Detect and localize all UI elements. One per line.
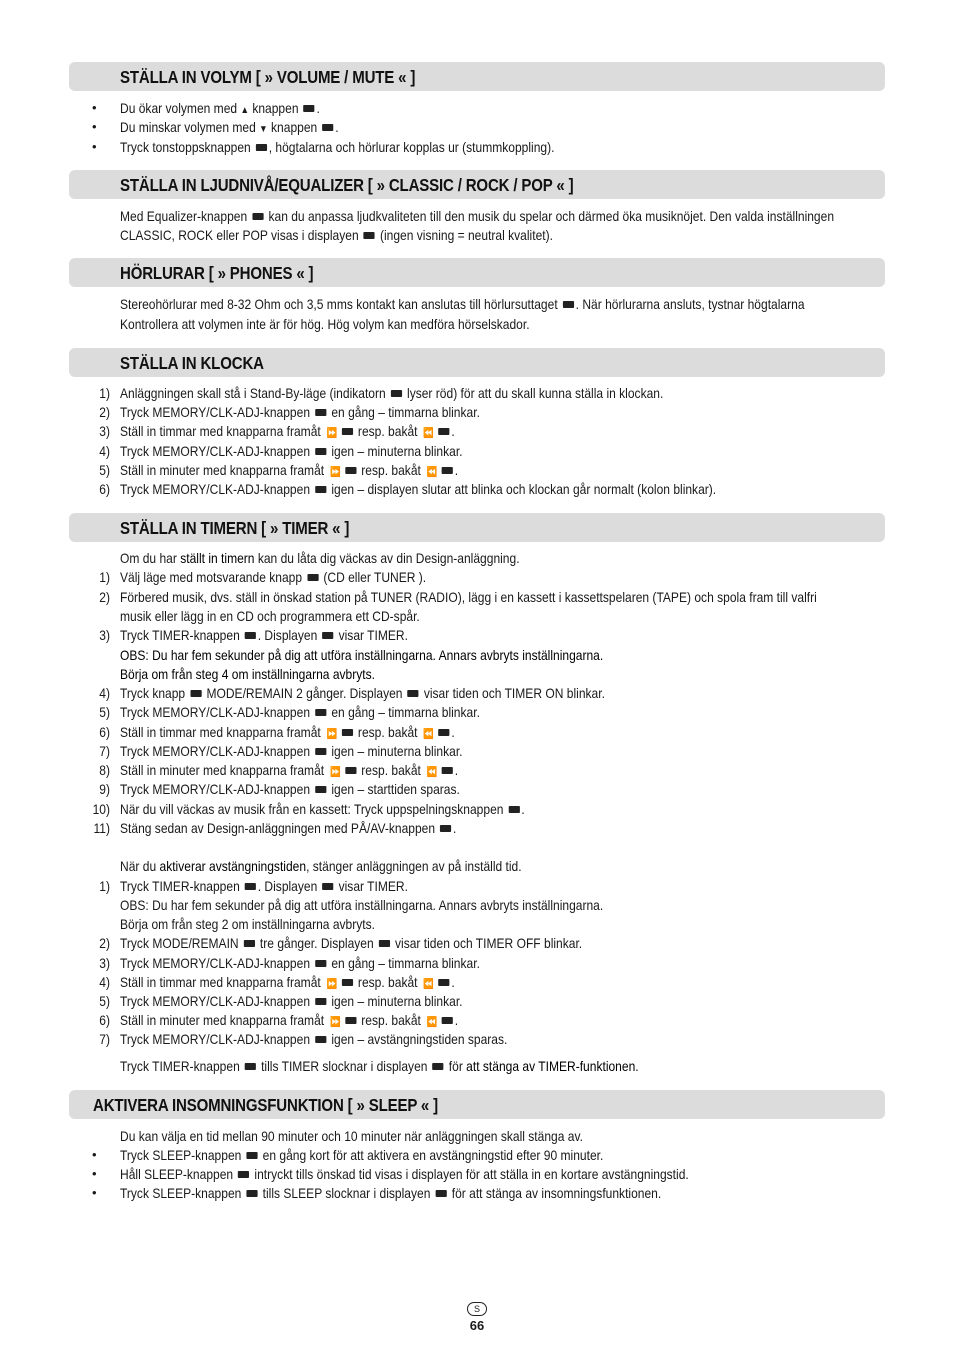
text: Tryck MEMORY/CLK-ADJ-knappen [120,404,314,420]
section-title: STÄLLA IN KLOCKA [120,353,264,373]
indicator-icon [391,390,402,397]
text-line [120,934,582,952]
button-icon [245,1063,256,1070]
text: för att stänga av insomningsfunktionen. [448,1185,662,1201]
button-icon [315,448,326,455]
text: . [454,462,459,478]
forward-icon: ⏩ [330,767,341,778]
text: Tryck MODE/REMAIN [120,935,242,951]
bullet: • [92,139,97,154]
text: Tryck MEMORY/CLK-ADJ-knappen [120,955,314,971]
text: Tryck TIMER-knappen [120,1058,244,1074]
button-icon [246,1190,257,1197]
text-line [120,992,463,1010]
text: resp. bakåt [354,423,421,439]
text: intryckt tills önskad tid visas i displayen för att ställa in en kortare avstängningstid. [251,1166,689,1182]
text: Tryck TIMER-knappen [120,878,244,894]
button-icon [245,632,256,639]
text-line: OBS: Du har fem sekunder på dig att utföra inställningarna. Annars avbryts inställningarna. [120,897,604,913]
text: visar TIMER. [335,878,408,894]
text: Med Equalizer-knappen [120,208,251,224]
text: . [451,724,455,740]
text-line [120,295,805,313]
text: Om du har [120,550,181,566]
text-line [120,761,458,782]
button-icon [442,767,453,774]
text: kan du låta dig väckas av din Design-anläggning. [254,550,520,566]
button-icon [322,124,333,131]
text-line [120,877,408,895]
button-icon [315,998,326,1005]
text-line [120,703,480,721]
button-icon [256,144,267,151]
text-line [120,857,522,875]
text: visar TIMER. [335,627,408,643]
button-icon [307,574,318,581]
step-number: 10) [92,801,110,817]
bullet: • [92,1147,97,1162]
text: resp. bakåt [354,724,421,740]
step-number: 9) [99,781,110,797]
rewind-icon: ⏪ [426,1017,438,1028]
text: tre gånger. Displayen [256,935,378,951]
down-arrow-icon: ▼ [259,124,268,135]
text-line [120,118,339,139]
text-line [120,780,460,798]
step-number: 6) [99,1012,110,1028]
text: visar tiden och TIMER OFF blinkar. [391,935,583,951]
text: knappen [267,119,321,135]
text: . [454,1012,459,1028]
button-icon [246,1152,257,1159]
step-number: 3) [99,423,110,439]
text: Tryck SLEEP-knappen [120,1147,245,1163]
button-icon [252,213,263,220]
text: Tryck TIMER-knappen [120,627,244,643]
text: Stäng sedan av Design-anläggningen med PÅ/AV-knappen [120,820,439,836]
forward-icon: ⏩ [330,467,341,478]
page-number: 66 [469,1318,485,1333]
text: resp. bakåt [357,462,425,478]
section-header-equalizer [69,170,885,199]
rewind-icon: ⏪ [423,428,435,439]
button-icon [315,748,326,755]
text: Välj läge med motsvarande knapp [120,569,306,585]
text: igen – minuterna blinkar. [327,743,463,759]
text: att stänga av TIMER-funktionen [466,1058,636,1074]
display-icon [435,1190,446,1197]
step-number: 5) [99,993,110,1009]
text: igen – minuterna blinkar. [327,443,463,459]
text: tills SLEEP slocknar i displayen [259,1185,434,1201]
text: När du [120,858,160,874]
text: Håll SLEEP-knappen [120,1166,237,1182]
text: . [335,119,339,135]
section-title: AKTIVERA INSOMNINGSFUNKTION [ » SLEEP « ] [93,1095,438,1115]
text: Du minskar volymen med [120,119,260,135]
text: Tryck MEMORY/CLK-ADJ-knappen [120,743,314,759]
text: ställt in timern [180,550,255,566]
forward-icon: ⏩ [326,729,338,740]
forward-icon: ⏩ [330,1017,341,1028]
text: igen – starttiden sparas. [327,781,460,797]
text: Tryck SLEEP-knappen [120,1185,245,1201]
text: Tryck MEMORY/CLK-ADJ-knappen [120,704,314,720]
button-icon [315,786,326,793]
text: en gång – timmarna blinkar. [327,955,480,971]
rewind-icon: ⏪ [426,767,438,778]
text-line [120,1184,661,1202]
bullet: • [92,100,97,115]
step-number: 3) [99,955,110,971]
play-button-icon [509,806,520,813]
text: Ställ in timmar med knapparna framåt [120,724,325,740]
text: igen – avstängningstiden sparas. [327,1031,508,1047]
text: igen – minuterna blinkar. [327,993,463,1009]
text-line [120,1011,458,1032]
forward-icon: ⏩ [326,979,338,990]
text: lyser röd) för att du skall kunna ställa in klockan. [403,385,664,401]
display-icon [433,1063,444,1070]
step-number: 2) [99,404,110,420]
rewind-icon: ⏪ [423,979,435,990]
text-line [120,422,455,443]
text-line [120,723,455,744]
section-title: STÄLLA IN TIMERN [ » TIMER « ] [120,518,350,538]
text-line [120,819,456,837]
step-number: 6) [99,481,110,497]
button-icon [442,467,453,474]
text-line [120,1030,507,1048]
text: Tryck tonstoppsknappen [120,139,255,155]
text: Anläggningen skall stå i Stand-By-läge (indikatorn [120,385,390,401]
power-button-icon [440,825,451,832]
text: Tryck MEMORY/CLK-ADJ-knappen [120,993,314,1009]
forward-icon: ⏩ [326,428,338,439]
text-line [120,480,716,498]
text: , högtalarna och hörlurar kopplas ur (stummkoppling). [268,139,555,155]
button-icon [345,467,356,474]
step-number: 5) [99,462,110,478]
text: aktiverar avstängningstiden [159,858,307,874]
text-line [120,403,480,421]
text: igen – displayen slutar att blinka och klockan går normalt (kolon blinkar). [327,481,717,497]
text-line [120,568,426,586]
language-badge: S [467,1302,487,1316]
text-line [120,549,520,567]
text-line: Börja om från steg 2 om inställningarna avbryts. [120,916,375,932]
button-icon [438,428,449,435]
text: Ställ in timmar med knapparna framåt [120,974,325,990]
text: Tryck MEMORY/CLK-ADJ-knappen [120,781,314,797]
text-line [120,442,463,460]
section-header-clock [69,348,885,377]
rewind-icon: ⏪ [426,467,438,478]
button-icon [304,105,315,112]
display-icon [364,232,375,239]
text: . Displayen [257,627,321,643]
text: CLASSIC, ROCK eller POP visas i displayen [120,227,363,243]
button-icon [315,486,326,493]
text: (ingen visning = neutral kvalitet). [376,227,553,243]
text: . Displayen [257,878,321,894]
button-icon [438,729,449,736]
button-icon [238,1171,249,1178]
text: resp. bakåt [354,974,421,990]
button-icon [442,1017,453,1024]
text-line [120,207,834,225]
text: en gång – timmarna blinkar. [327,704,480,720]
text: . [451,974,455,990]
text: Stereohörlurar med 8-32 Ohm och 3,5 mms kontakt kan anslutas till hörlursuttaget [120,296,562,312]
section-header-phones [69,258,885,287]
text-line: Förbered musik, dvs. ställ in önskad station på TUNER (RADIO), lägg i en kassett i kassettspelaren (TAPE) och spola fram till valfri [120,589,817,605]
step-number: 1) [99,878,110,894]
text: . [454,762,459,778]
button-icon [190,690,201,697]
text: Tryck knapp [120,685,189,701]
text-line [120,800,525,818]
step-number: 8) [99,762,110,778]
step-number: 4) [99,443,110,459]
step-number: 5) [99,704,110,720]
text-line [120,973,455,994]
section-title: STÄLLA IN VOLYM [ » VOLUME / MUTE « ] [120,67,416,87]
section-header-timer [69,513,885,542]
text-line: Börja om från steg 4 om inställningarna avbryts. [120,666,375,682]
button-icon [315,960,326,967]
rewind-icon: ⏪ [423,729,435,740]
text: tills TIMER slocknar i displayen [257,1058,431,1074]
bullet: • [92,1166,97,1181]
text: När du vill väckas av musik från en kassett: Tryck uppspelningsknappen [120,801,507,817]
text: Tryck MEMORY/CLK-ADJ-knappen [120,481,314,497]
button-icon [244,940,255,947]
button-icon [342,428,353,435]
text-line [120,226,553,244]
text: resp. bakåt [357,762,425,778]
step-number: 4) [99,685,110,701]
step-number: 2) [99,935,110,951]
bullet: • [92,119,97,134]
text: resp. bakåt [357,1012,425,1028]
display-icon [408,690,419,697]
text: Ställ in minuter med knapparna framåt [120,462,328,478]
text: . [521,801,525,817]
text: en gång kort för att aktivera en avstängningstid efter 90 minuter. [259,1147,604,1163]
button-icon [315,1036,326,1043]
text: Du ökar volymen med [120,100,241,116]
text: visar tiden och TIMER ON blinkar. [420,685,605,701]
text-line: musik eller lägg in en CD och programmera ett CD-spår. [120,608,420,624]
step-number: 1) [99,385,110,401]
text: MODE/REMAIN 2 gånger. Displayen [203,685,406,701]
text: Ställ in minuter med knapparna framåt [120,1012,328,1028]
text-line [120,99,320,120]
step-number: 2) [99,589,110,605]
step-number: 1) [99,569,110,585]
step-number: 11) [93,820,110,836]
text: Tryck MEMORY/CLK-ADJ-knappen [120,443,314,459]
display-icon [379,940,390,947]
section-header-sleep [69,1090,885,1119]
step-number: 7) [99,743,110,759]
text: en gång – timmarna blinkar. [327,404,480,420]
button-icon [345,1017,356,1024]
text: kan du anpassa ljudkvaliteten till den musik du spelar och därmed öka musiknöjet. Den valda inställningen [265,208,835,224]
button-icon [342,729,353,736]
text-line [120,1057,639,1075]
text-line [120,626,408,644]
text-line [120,1165,689,1183]
button-icon [438,979,449,986]
text-line [120,384,663,402]
button-icon [315,709,326,716]
display-icon [322,883,333,890]
button-icon [342,979,353,986]
text: . [453,820,457,836]
text: Tryck MEMORY/CLK-ADJ-knappen [120,1031,314,1047]
step-number: 3) [99,627,110,643]
text: , stänger anläggningen av på inställd tid. [306,858,522,874]
text: . [635,1058,639,1074]
text-line [120,954,480,972]
step-number: 4) [99,974,110,990]
text: (CD eller TUNER ). [320,569,427,585]
text: Ställ in timmar med knapparna framåt [120,423,325,439]
text: Ställ in minuter med knapparna framåt [120,762,328,778]
text-line [120,1146,603,1164]
step-number: 6) [99,724,110,740]
text: . [316,100,320,116]
section-title: STÄLLA IN LJUDNIVÅ/EQUALIZER [ » CLASSIC / ROCK / POP « ] [120,175,574,195]
bullet: • [92,1185,97,1200]
section-title: HÖRLURAR [ » PHONES « ] [120,263,314,283]
up-arrow-icon: ▲ [240,105,249,116]
headphone-jack-icon [563,301,574,308]
step-number: 7) [99,1031,110,1047]
text-line [120,461,458,482]
text-line: Du kan välja en tid mellan 90 minuter och 10 minuter när anläggningen skall stänga av. [120,1128,583,1144]
button-icon [245,883,256,890]
text: för [445,1058,467,1074]
text-line: OBS: Du har fem sekunder på dig att utföra inställningarna. Annars avbryts inställningarna. [120,647,604,663]
text-line [120,742,463,760]
text: . [451,423,455,439]
text-line: Kontrollera att volymen inte är för hög. Hög volym kan medföra hörselskador. [120,316,530,332]
text: knappen [248,100,302,116]
display-icon [322,632,333,639]
text-line [120,684,605,702]
section-header-volume [69,62,885,91]
button-icon [315,409,326,416]
text-line [120,138,554,156]
text: . När hörlurarna ansluts, tystnar högtalarna [575,296,805,312]
button-icon [345,767,356,774]
